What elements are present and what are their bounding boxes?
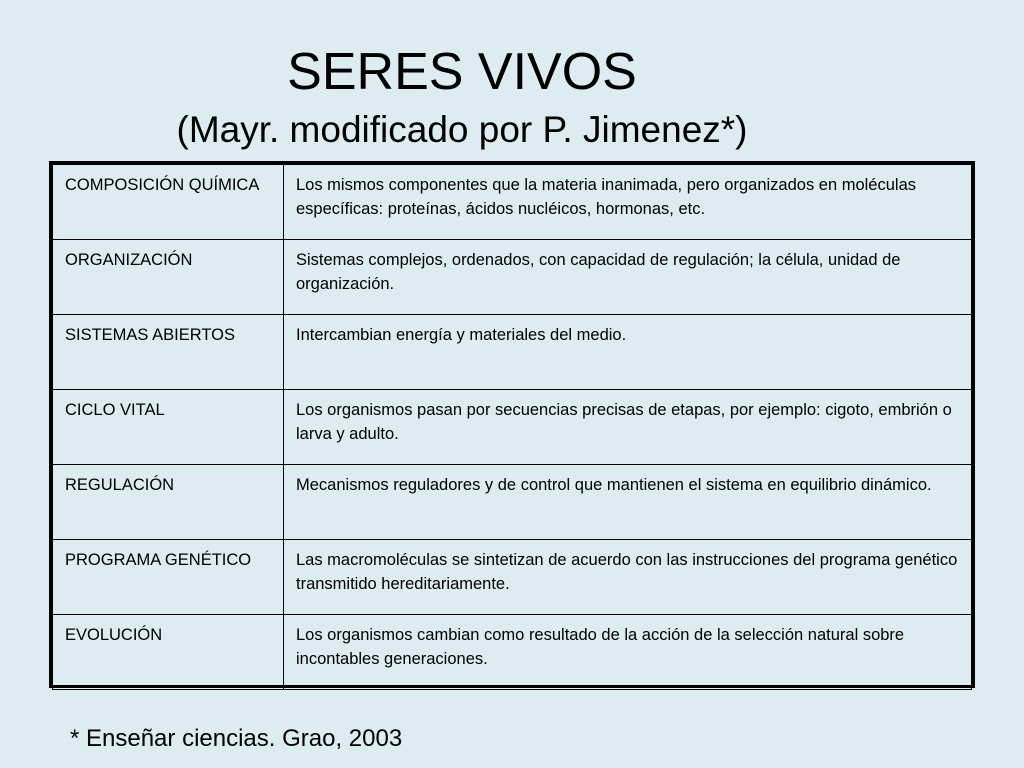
row-label: EVOLUCIÓN	[53, 615, 284, 690]
slide-subtitle: (Mayr. modificado por P. Jimenez*)	[176, 109, 748, 150]
row-description: Las macromoléculas se sintetizan de acuerdo con las instrucciones del programa genético transmitido hereditariamente.	[284, 540, 972, 615]
table-row	[53, 390, 972, 465]
table-row	[53, 165, 972, 240]
row-description: Mecanismos reguladores y de control que mantienen el sistema en equilibrio dinámico.	[284, 465, 972, 540]
table-row	[53, 240, 972, 315]
row-description: Intercambian energía y materiales del medio.	[284, 315, 972, 390]
row-label: PROGRAMA GENÉTICO	[53, 540, 284, 615]
characteristics-table-grid	[52, 164, 972, 690]
row-description: Los organismos pasan por secuencias precisas de etapas, por ejemplo: cigoto, embrión o larva y adulto.	[284, 390, 972, 465]
characteristics-table	[49, 161, 975, 688]
row-label: CICLO VITAL	[53, 390, 284, 465]
table-row	[53, 315, 972, 390]
row-label: SISTEMAS ABIERTOS	[53, 315, 284, 390]
footnote: * Enseñar ciencias. Grao, 2003	[70, 725, 403, 752]
row-description: Los mismos componentes que la materia inanimada, pero organizados en moléculas específicas: proteínas, ácidos nucléicos, hormonas, etc.	[284, 165, 972, 240]
table-row	[53, 615, 972, 690]
row-label: REGULACIÓN	[53, 465, 284, 540]
table-row	[53, 540, 972, 615]
row-label: COMPOSICIÓN QUÍMICA	[53, 165, 284, 240]
table-row	[53, 465, 972, 540]
row-description: Los organismos cambian como resultado de la acción de la selección natural sobre incontables generaciones.	[284, 615, 972, 690]
slide-title: SERES VIVOS	[287, 43, 637, 101]
row-description: Sistemas complejos, ordenados, con capacidad de regulación; la célula, unidad de organización.	[284, 240, 972, 315]
row-label: ORGANIZACIÓN	[53, 240, 284, 315]
